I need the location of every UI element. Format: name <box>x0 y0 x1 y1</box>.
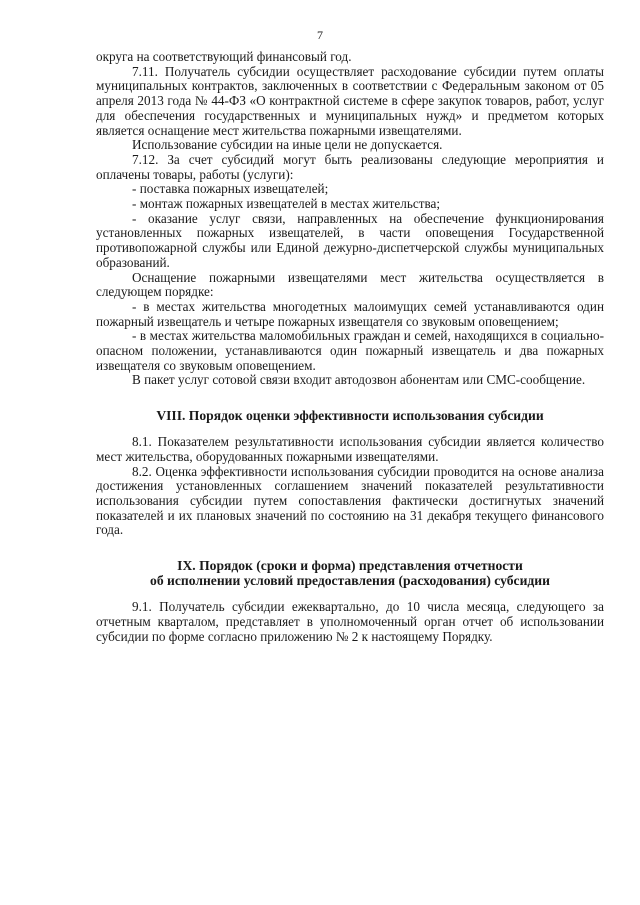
list-item: - поставка пожарных извещателей; <box>132 181 329 197</box>
paragraph-group-9 <box>96 600 604 644</box>
document-body <box>96 50 604 644</box>
paragraph: 8.1. Показателем результативности использования субсидии является количество мест жительства, оборудованных пожарными извещателями. <box>96 434 604 464</box>
list-item: - в местах жительства многодетных малоимущих семей устанавливаются один пожарный извещатель и четыре пожарных извещателя со звуковым оповещением; <box>96 298 604 329</box>
paragraph: Использование субсидии на иные цели не допускается. <box>132 137 443 153</box>
list-item: - в местах жительства маломобильных граждан и семей, находящихся в социально-опасном положении, устанавливаются один пожарный извещатель и два пожарных извещателя со звуковым оповещением. <box>96 328 604 373</box>
section-heading-viii: VIII. Порядок оценки эффективности использования субсидии <box>156 408 544 424</box>
paragraph: 7.12. За счет субсидий могут быть реализованы следующие мероприятия и оплачены товары, работы (услуги): <box>96 151 604 182</box>
list-item: - оказание услуг связи, направленных на обеспечение функционирования установленных пожарных извещателей, в части оповещения Государственной противопожарной службы или Единой дежурно-диспетчерской службы муниципальных образований. <box>96 210 604 270</box>
paragraph: 9.1. Получатель субсидии ежеквартально, до 10 числа месяца, следующего за отчетным кварталом, представляет в уполномоченный орган отчет об использовании субсидии по форме согласно приложению № 2 к настоящему Порядку. <box>96 599 604 644</box>
list-item: - монтаж пожарных извещателей в местах жительства; <box>132 196 441 212</box>
section-heading-line: IX. Порядок (сроки и форма) представления отчетности <box>177 558 523 574</box>
paragraph: В пакет услуг сотовой связи входит автодозвон абонентам или СМС-сообщение. <box>132 372 586 388</box>
paragraph-group-8 <box>96 435 604 538</box>
paragraph: округа на соответствующий финансовый год. <box>96 49 352 64</box>
paragraph: 8.2. Оценка эффективности использования субсидии проводится на основе анализа достижения установленных соглашением значений показателей результативности использования субсидии путем сопоставления фактически достигнутых значений показателей и их плановых значений по состоянию на 31 декабря текущего финансового года. <box>96 463 604 538</box>
paragraph: Оснащение пожарными извещателями мест жительства осуществляется в следующем порядке: <box>96 269 604 300</box>
section-heading-ix <box>96 558 604 588</box>
paragraph-group-7 <box>96 50 604 388</box>
page-number: 7 <box>317 28 323 42</box>
paragraph: 7.11. Получатель субсидии осуществляет расходование субсидии путем оплаты муниципальных контрактов, заключенных в соответствии с Федеральным законом от 05 апреля 2013 года № 44-ФЗ «О контрактной системе в сфере закупок товаров, работ, услуг для обеспечения государственных и муниципальных нужд» и предметом которых является оснащение мест жительства пожарными извещателями. <box>96 63 604 138</box>
section-heading-line: об исполнении условий предоставления (расходования) субсидии <box>150 573 550 589</box>
